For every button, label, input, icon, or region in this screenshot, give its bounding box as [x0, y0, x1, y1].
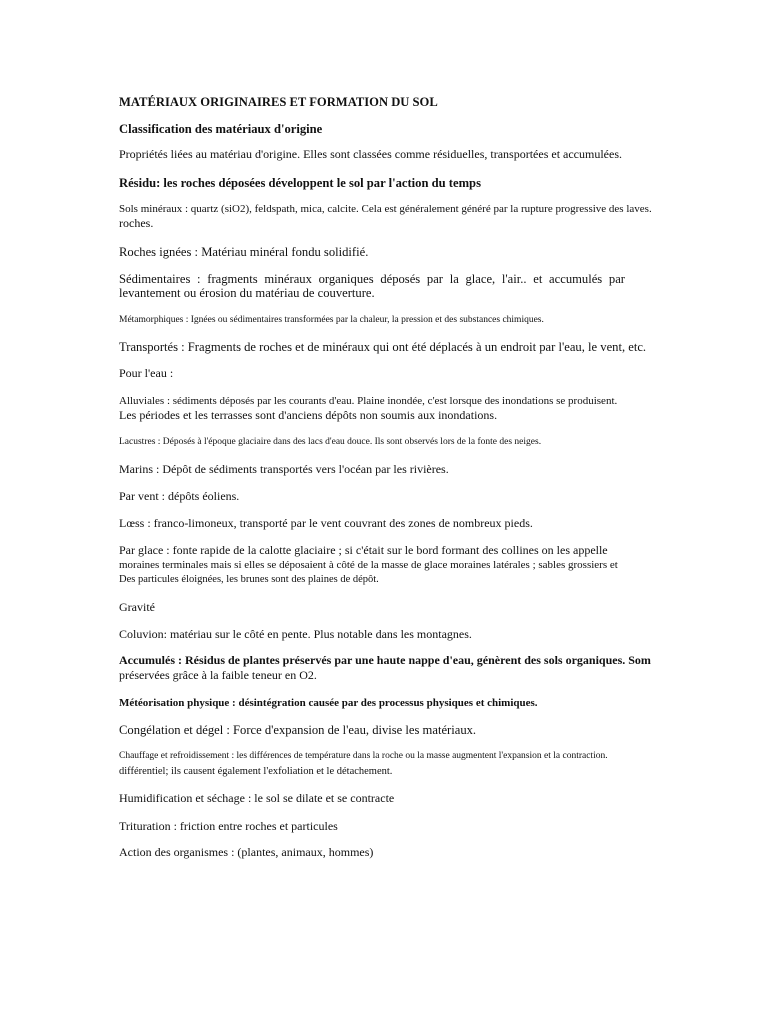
pour-leau-text: Pour l'eau : [119, 366, 174, 380]
alluviales-line1: Alluviales : sédiments déposés par les courants d'eau. Plaine inondée, c'est lorsque des inondations se produisent. [119, 395, 618, 407]
meteorisation-heading: Météorisation physique : désintégration causée par des processus physiques et chimiques. [119, 697, 538, 709]
par-glace-line3: Des particules éloignées, les brunes sont des plaines de dépôt. [119, 574, 379, 585]
alluviales-line2: Les périodes et les terrasses sont d'anciens dépôts non soumis aux inondations. [119, 408, 498, 422]
sols-mineraux-line2: roches. [119, 216, 154, 230]
accumules-line2: préservées grâce à la faible teneur en O2. [119, 668, 317, 682]
gravite-text: Gravité [119, 600, 155, 614]
roches-ignees-text: Roches ignées : Matériau minéral fondu solidifié. [119, 245, 369, 259]
organismes-text: Action des organismes : (plantes, animaux, hommes) [119, 845, 374, 859]
residu-heading: Résidu: les roches déposées développent le sol par l'action du temps [119, 176, 481, 190]
par-vent-text: Par vent : dépôts éoliens. [119, 489, 240, 503]
par-glace-line2: moraines terminales mais si elles se déposaient à côté de la masse de glace moraines latérales ; sables grossiers et [119, 559, 618, 571]
metamorphiques-text: Métamorphiques : Ignées ou sédimentaires transformées par la chaleur, la pression et des substances chimiques. [119, 315, 544, 325]
sols-mineraux-line1: Sols minéraux : quartz (siO2), feldspath, mica, calcite. Cela est généralement généré par la rupture progressive des laves. [119, 203, 652, 215]
humidification-text: Humidification et séchage : le sol se dilate et se contracte [119, 791, 395, 805]
lacustres-text: Lacustres : Déposés à l'époque glaciaire dans des lacs d'eau douce. Ils sont observés lors de la fonte des neiges. [119, 437, 542, 447]
document-title: MATÉRIAUX ORIGINAIRES ET FORMATION DU SOL [119, 95, 438, 109]
chauffage-line2: différentiel; ils causent également l'exfoliation et le détachement. [119, 766, 393, 777]
sedimentaires-line2: levantement ou érosion du matériau de couverture. [119, 286, 375, 300]
trituration-text: Trituration : friction entre roches et particules [119, 819, 338, 833]
classification-heading: Classification des matériaux d'origine [119, 122, 323, 136]
transportes-text: Transportés : Fragments de roches et de minéraux qui ont été déplacés à un endroit par l'eau, le vent, etc. [119, 340, 647, 354]
par-glace-line1: Par glace : fonte rapide de la calotte glaciaire ; si c'était sur le bord formant des collines on les appelle [119, 543, 608, 557]
coluvion-text: Coluvion: matériau sur le côté en pente. Plus notable dans les montagnes. [119, 627, 472, 641]
marins-text: Marins : Dépôt de sédiments transportés vers l'océan par les rivières. [119, 462, 449, 476]
accumules-line1: Accumulés : Résidus de plantes préservés par une haute nappe d'eau, génèrent des sols organiques. Som [119, 653, 651, 667]
chauffage-line1: Chauffage et refroidissement : les différences de température dans la roche ou la masse augmentent l'expansion et la contraction. [119, 751, 608, 761]
congelation-text: Congélation et dégel : Force d'expansion de l'eau, divise les matériaux. [119, 723, 477, 737]
sedimentaires-line1: Sédimentaires : fragments minéraux organiques déposés par la glace, l'air.. et accumulés par [119, 272, 625, 286]
loess-text: Lœss : franco-limoneux, transporté par le vent couvrant des zones de nombreux pieds. [119, 516, 533, 530]
properties-text: Propriétés liées au matériau d'origine. Elles sont classées comme résiduelles, transportées et accumulées. [119, 147, 622, 161]
